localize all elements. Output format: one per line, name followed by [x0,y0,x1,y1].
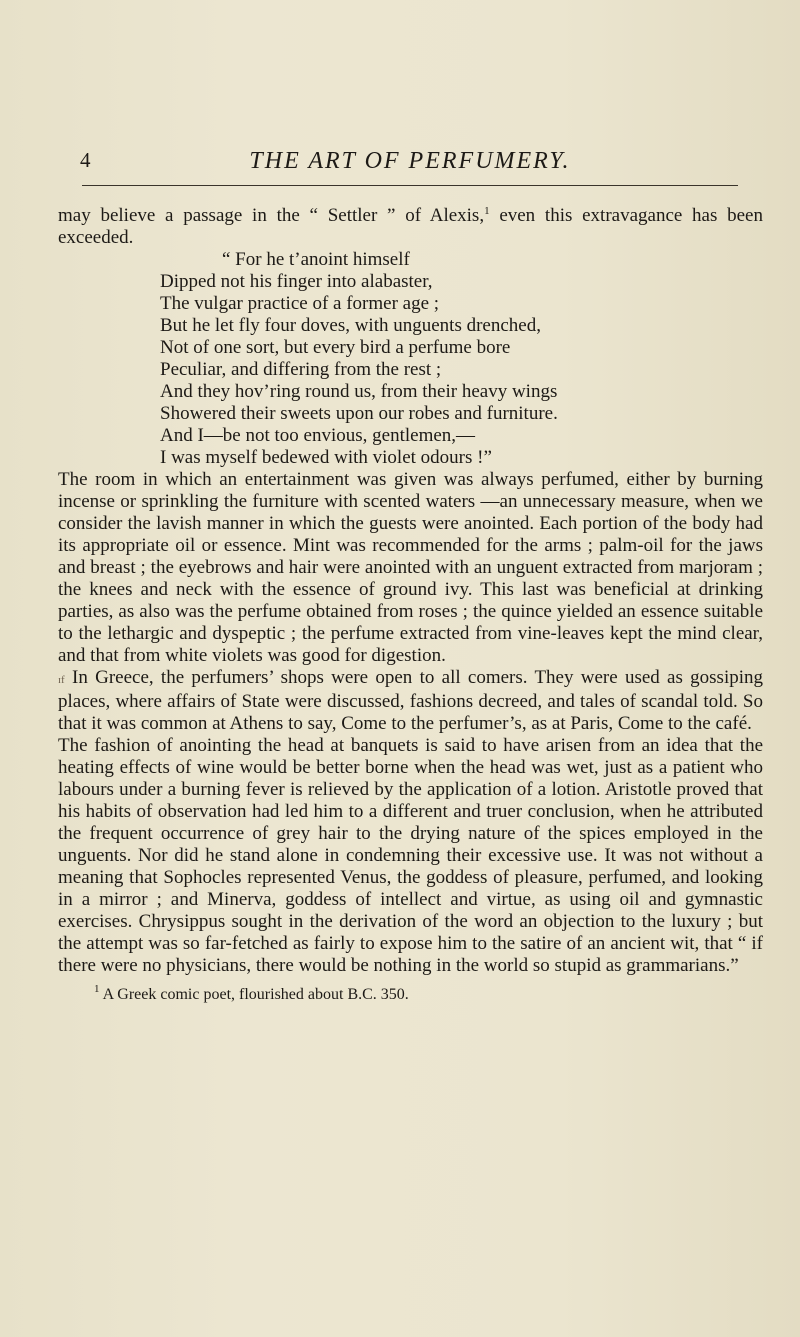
margin-mark: ɪf [58,674,65,686]
running-title: THE ART OF PERFUMERY. [249,148,571,174]
footnote-text: A Greek comic poet, flourished about B.C. 350. [99,986,409,1003]
footnote [94,985,763,1005]
page-body [58,205,763,1005]
verse-line: “ For he t’anoint himself [222,249,410,270]
verse-line: And they hov’ring round us, from their heavy wings [160,381,558,402]
verse-line: And I—be not too envious, gentlemen,— [160,425,476,446]
footnote-marker: 1 [94,983,100,995]
verse-line: Showered their sweets upon our robes and furniture. [160,403,558,424]
paragraph-1-text-after: even this extravagance has been exceeded. [58,205,763,248]
verse-line: I was myself bedewed with violet odours !” [160,447,492,468]
footnote-reference: 1 [484,205,490,217]
verse-quotation [160,249,763,469]
paragraph-1 [58,205,763,249]
verse-line: The vulgar practice of a former age ; [160,293,440,314]
paragraph-3-text: In Greece, the perfumers’ shops were open to all comers. They were used as gossiping places, where affairs of State were discussed, fashions decreed, and tales of scandal told. So that it was common at Athens to say, Come to the perfumer’s, as at Paris, Come to the café. [58,667,763,734]
verse-line: Dipped not his finger into alabaster, [160,271,433,292]
verse-line: Peculiar, and differing from the rest ; [160,359,442,380]
paragraph-1-text-before: may believe a passage in the “ Settler ” of Alexis, [58,205,485,226]
page-number: 4 [80,148,91,172]
verse-line: But he let fly four doves, with unguents drenched, [160,315,541,336]
header-rule [82,185,738,186]
paragraph-2: The room in which an entertainment was given was always perfumed, either by burning incense or sprinkling the furniture with scented waters —an unnecessary measure, when we consider the lavish manner in which the guests were anointed. Each portion of the body had its appropriate oil or essence. Mint was recommended for the arms ; palm-oil for the jaws and breast ; the eyebrows and hair were anointed with an unguent extracted from marjoram ; the knees and neck with the essence of ground ivy. This last was beneficial at drinking parties, as also was the perfume obtained from roses ; the quince yielded an essence suitable to the lethargic and dyspeptic ; the perfume extracted from vine-leaves kept the mind clear, and that from white violets was good for digestion. [58,469,763,666]
paragraph-3 [58,667,763,735]
verse-line: Not of one sort, but every bird a perfume bore [160,337,511,358]
page-header [80,148,740,188]
paragraph-4: The fashion of anointing the head at banquets is said to have arisen from an idea that the heating effects of wine would be better borne when the head was wet, just as a patient who labours under a burning fever is relieved by the application of a lotion. Aristotle proved that his habits of observation had led him to a different and truer conclusion, when he attributed the frequent occurrence of grey hair to the drying nature of the spices employed in the unguents. Nor did he stand alone in condemning their excessive use. It was not without a meaning that Sophocles represented Venus, the goddess of pleasure, perfumed, and looking in a mirror ; and Minerva, goddess of intellect and virtue, as using oil and gymnastic exercises. Chrysippus sought in the derivation of the word an objection to the luxury ; but the attempt was so far-fetched as fairly to expose him to the satire of an ancient wit, that “ if there were no physicians, there would be nothing in the world so stupid as grammarians.” [58,735,763,976]
